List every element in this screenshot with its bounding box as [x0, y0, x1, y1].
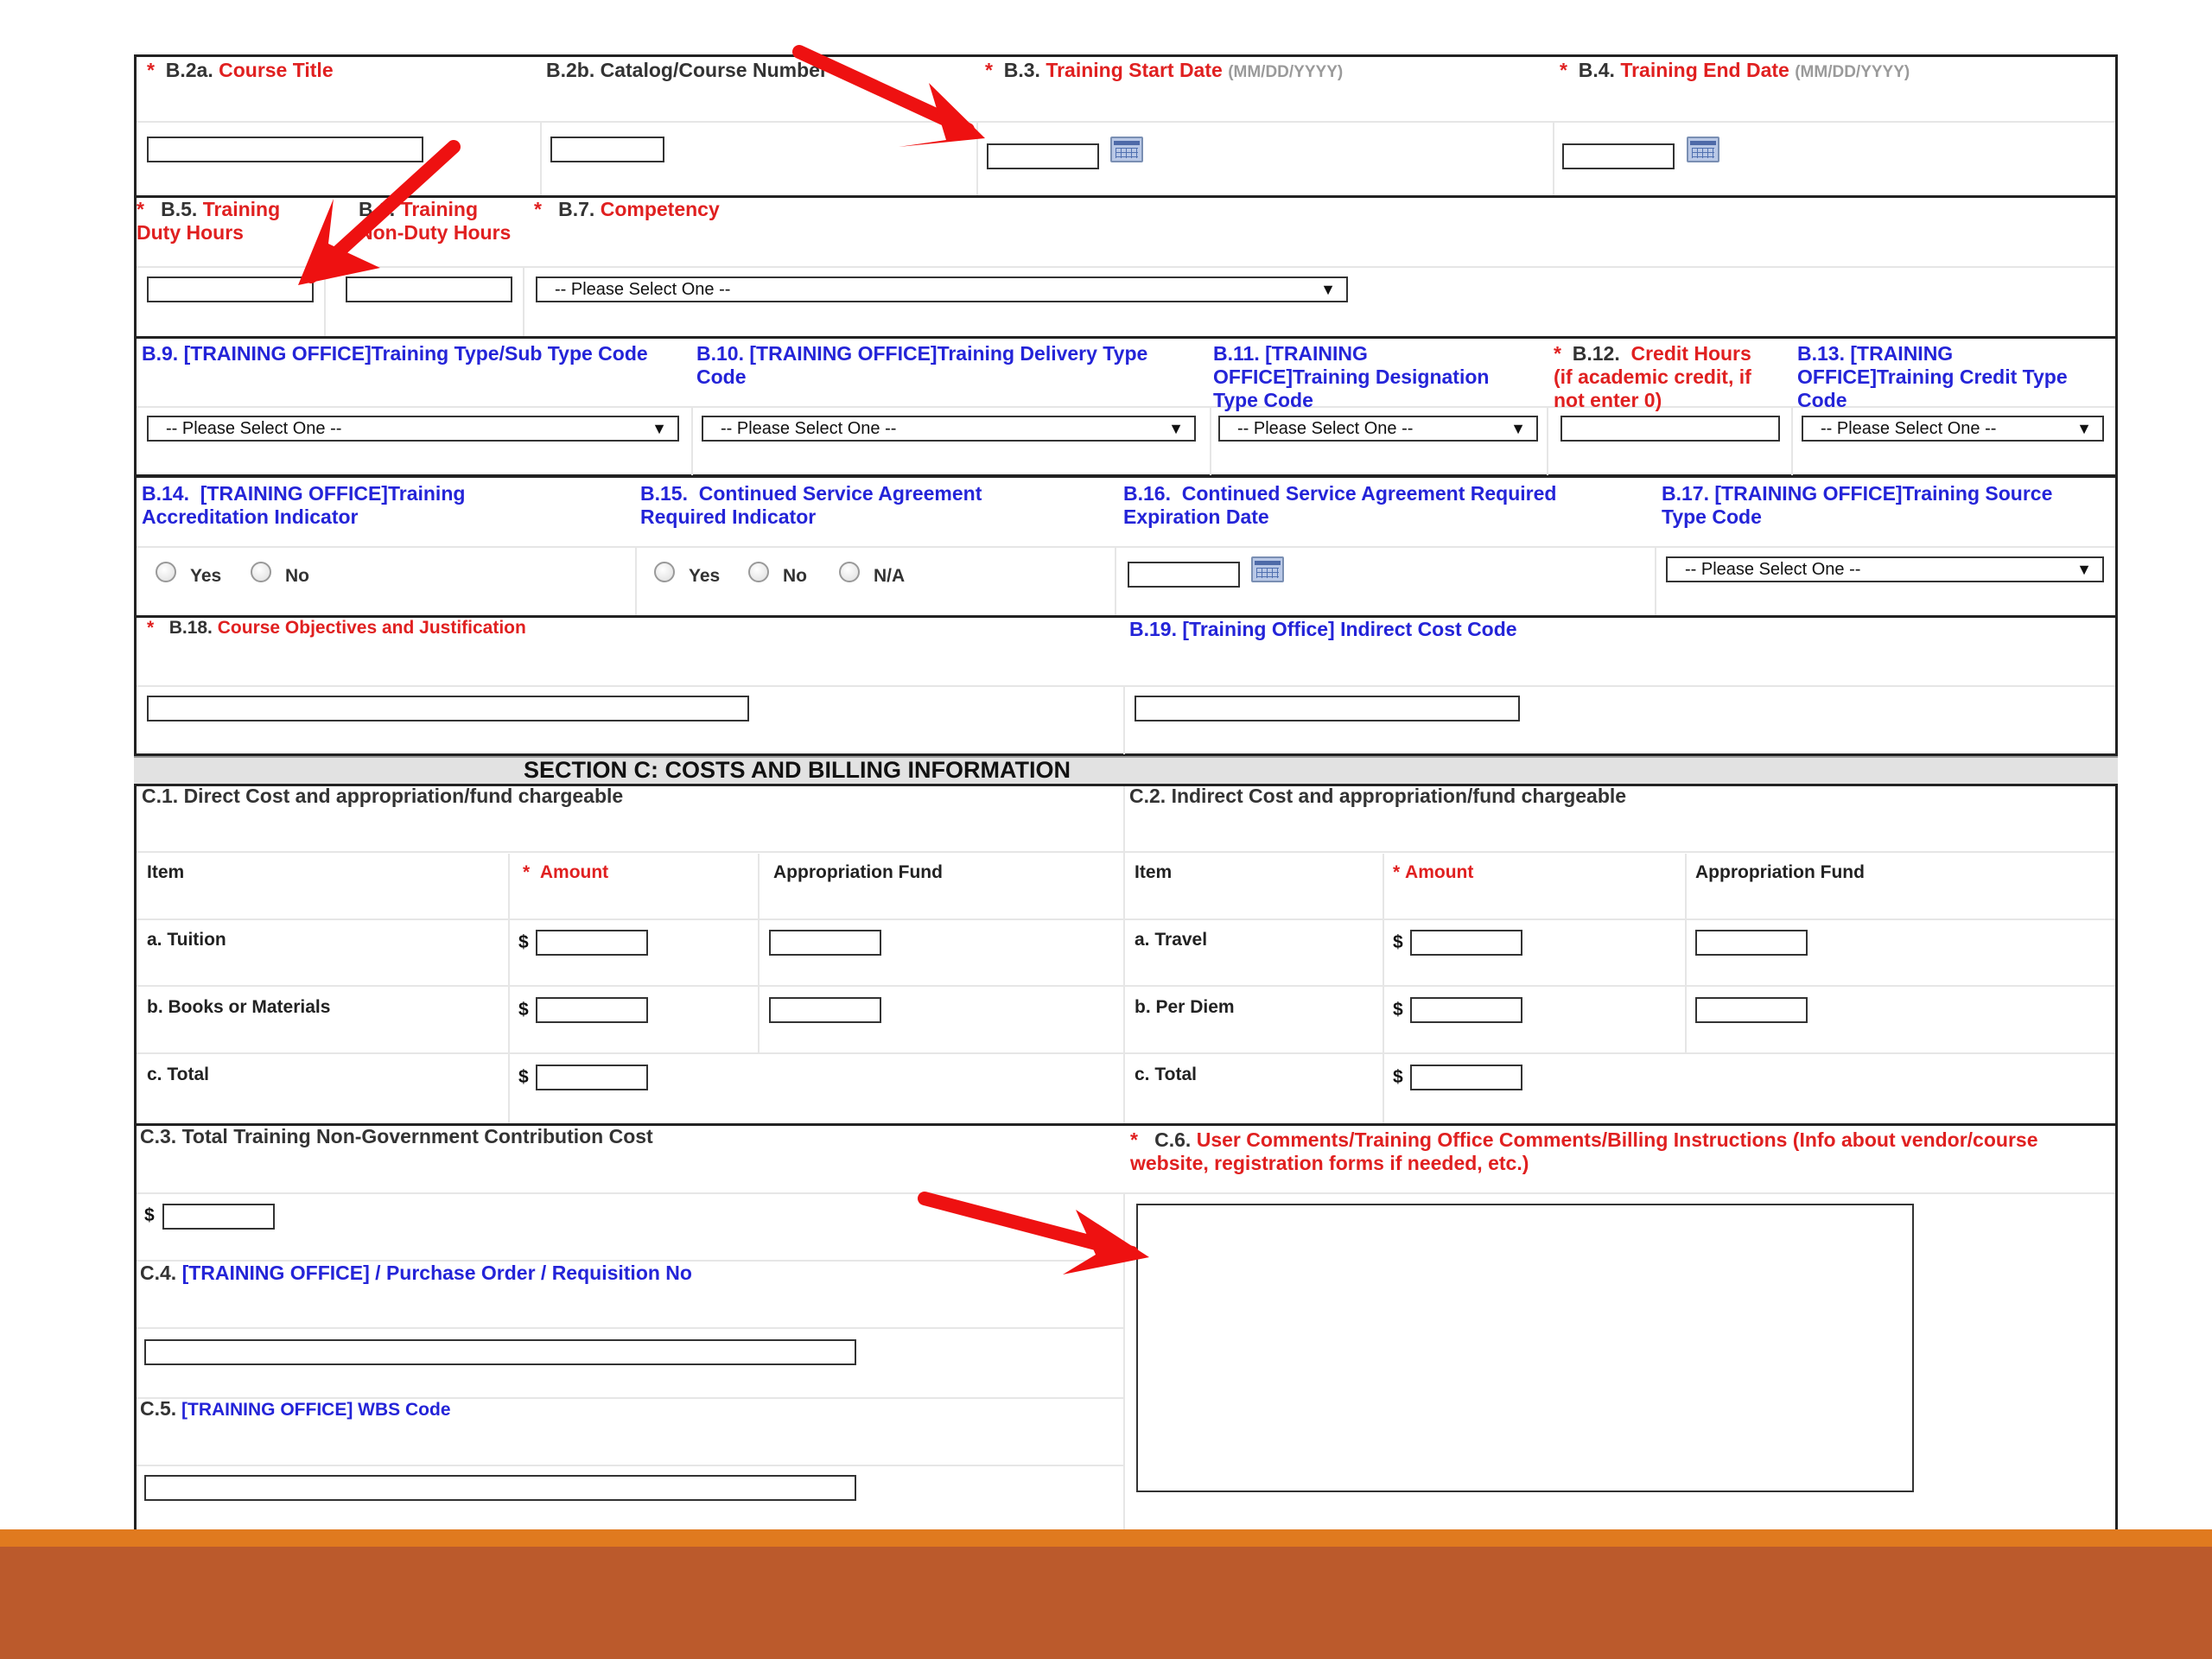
footer-band — [0, 1547, 2212, 1659]
dropdown-arrow-icon: ▼ — [2076, 420, 2092, 437]
radio-label: No — [783, 566, 807, 586]
designation-type-select[interactable]: -- Please Select One -- ▼ — [1218, 416, 1538, 442]
label-accreditation: B.14. [TRAINING OFFICE]Training Accreditation Indicator — [142, 482, 466, 528]
currency-symbol: $ — [1393, 932, 1403, 952]
row-label-direct-total: c. Total — [147, 1065, 209, 1084]
label-indirect-cost-code: B.19. [Training Office] Indirect Cost Code — [1129, 618, 1517, 640]
label-purchase-order: C.4. [TRAINING OFFICE] / Purchase Order / Requisition No — [140, 1262, 692, 1284]
col-header-amount: * Amount — [1393, 862, 1474, 882]
row-label-per-diem: b. Per Diem — [1135, 997, 1235, 1017]
dropdown-arrow-icon: ▼ — [1320, 281, 1336, 298]
label-credit-type: B.13. [TRAINING OFFICE]Training Credit Type Code — [1797, 342, 2068, 411]
radio-label: No — [285, 566, 309, 586]
delivery-type-select[interactable]: -- Please Select One -- ▼ — [702, 416, 1196, 442]
source-type-select[interactable]: -- Please Select One -- ▼ — [1666, 556, 2104, 582]
label-designation-type: B.11. [TRAINING OFFICE]Training Designation Type Code — [1213, 342, 1490, 411]
label-delivery-type: B.10. [TRAINING OFFICE]Training Delivery Type Code — [696, 342, 1148, 388]
footer-stripe — [0, 1529, 2212, 1547]
dropdown-arrow-icon: ▼ — [652, 420, 667, 437]
radio-label: Yes — [689, 566, 721, 586]
row-label-indirect-total: c. Total — [1135, 1065, 1197, 1084]
label-non-duty-hours: B.6. Training Non-Duty Hours — [359, 198, 512, 244]
col-header-item: Item — [1135, 862, 1173, 882]
label-training-type: B.9. [TRAINING OFFICE]Training Type/Sub Type Code — [142, 342, 648, 365]
label-catalog-number: B.2b. Catalog/Course Number — [546, 59, 828, 81]
col-header-amount: * Amount — [523, 862, 609, 882]
credit-type-select[interactable]: -- Please Select One -- ▼ — [1802, 416, 2104, 442]
row-label-books: b. Books or Materials — [147, 997, 331, 1017]
label-start-date: * B.3. Training Start Date (MM/DD/YYYY) — [985, 59, 1344, 81]
row-label-travel: a. Travel — [1135, 930, 1208, 950]
dropdown-arrow-icon: ▼ — [1510, 420, 1526, 437]
training-type-select[interactable]: -- Please Select One -- ▼ — [147, 416, 679, 442]
label-csa-indicator: B.15. Continued Service Agreement Required Indicator — [640, 482, 982, 528]
arrow-head-icon — [899, 83, 985, 147]
col-header-item: Item — [147, 862, 185, 882]
radio-label: Yes — [190, 566, 222, 586]
label-competency: * B.7. Competency — [534, 198, 720, 220]
label-non-gov-cost: C.3. Total Training Non-Government Contribution Cost — [140, 1125, 653, 1147]
dropdown-arrow-icon: ▼ — [2076, 561, 2092, 578]
section-c-title: SECTION C: COSTS AND BILLING INFORMATION — [524, 757, 1071, 783]
label-end-date: * B.4. Training End Date (MM/DD/YYYY) — [1560, 59, 1910, 81]
label-objectives: * B.18. Course Objectives and Justification — [147, 618, 526, 638]
row-label-tuition: a. Tuition — [147, 930, 226, 950]
currency-symbol: $ — [518, 1067, 529, 1087]
label-duty-hours: * B.5. Training Duty Hours — [137, 198, 281, 244]
currency-symbol: $ — [1393, 1067, 1403, 1087]
label-csa-expiration: B.16. Continued Service Agreement Required Expiration Date — [1123, 482, 1557, 528]
label-source-type: B.17. [TRAINING OFFICE]Training Source Type Code — [1662, 482, 2053, 528]
label-user-comments: * C.6. User Comments/Training Office Comments/Billing Instructions (Info about vendor/course website, registration forms if needed, etc.) — [1130, 1128, 2038, 1174]
dropdown-arrow-icon: ▼ — [1168, 420, 1184, 437]
currency-symbol: $ — [1393, 1000, 1403, 1020]
currency-symbol: $ — [518, 1000, 529, 1020]
currency-symbol: $ — [518, 932, 529, 952]
col-header-fund: Appropriation Fund — [1695, 862, 1865, 882]
currency-symbol: $ — [144, 1205, 155, 1225]
radio-label: N/A — [874, 566, 906, 586]
label-indirect-cost: C.2. Indirect Cost and appropriation/fund chargeable — [1129, 785, 1627, 807]
competency-select[interactable]: -- Please Select One -- ▼ — [536, 276, 1348, 302]
label-wbs-code: C.5. [TRAINING OFFICE] WBS Code — [140, 1397, 451, 1420]
label-course-title: * B.2a. Course Title — [147, 59, 334, 81]
label-direct-cost: C.1. Direct Cost and appropriation/fund chargeable — [142, 785, 624, 807]
label-credit-hours: * B.12. Credit Hours (if academic credit, if not enter 0) — [1554, 342, 1751, 411]
col-header-fund: Appropriation Fund — [773, 862, 943, 882]
